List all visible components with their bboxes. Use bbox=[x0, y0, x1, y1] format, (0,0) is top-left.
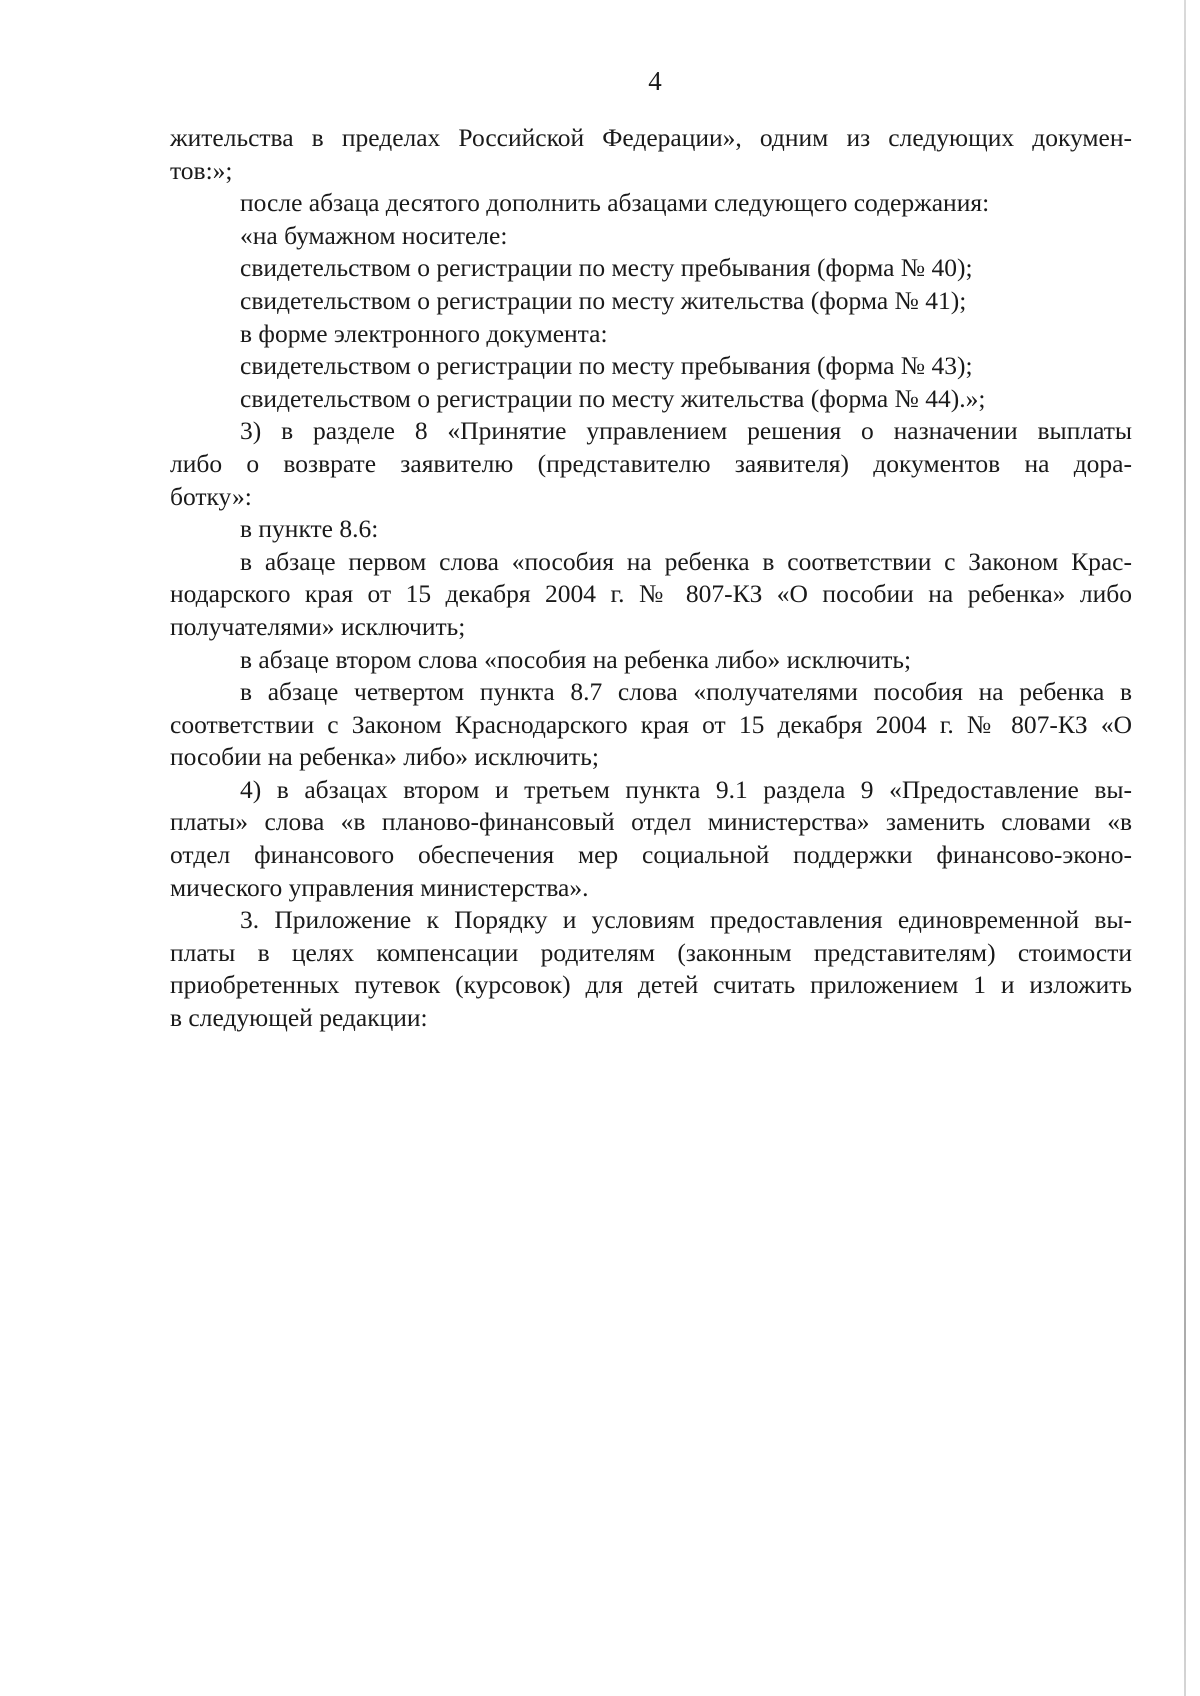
page-number: 4 bbox=[648, 66, 662, 96]
text-line: отдел финансового обеспечения мер социальной поддержки финансово-эконо- bbox=[170, 840, 1132, 870]
text-line: в следующей редакции: bbox=[170, 1003, 428, 1033]
scan-edge-shadow bbox=[1184, 0, 1186, 1696]
text-line: 3) в разделе 8 «Принятие управлением решения о назначении выплаты bbox=[240, 416, 1132, 446]
text-line: жительства в пределах Российской Федерации», одним из следующих докумен- bbox=[170, 123, 1132, 152]
text-line: в пункте 8.6: bbox=[240, 514, 379, 544]
text-line: платы в целях компенсации родителям (законным представителям) стоимости bbox=[170, 937, 1132, 967]
text-line: соответствии с Законом Краснодарского края от 15 декабря 2004 г. № 807-КЗ «О bbox=[170, 709, 1132, 739]
text-line: свидетельством о регистрации по месту пребывания (форма № 40); bbox=[240, 253, 973, 283]
text-line: ботку»: bbox=[170, 481, 252, 511]
text-line: пособии на ребенка» либо» исключить; bbox=[170, 742, 599, 772]
text-line: платы» слова «в планово-финансовый отдел министерства» заменить словами «в bbox=[170, 807, 1132, 837]
text-line: свидетельством о регистрации по месту пребывания (форма № 43); bbox=[240, 351, 973, 381]
text-line: после абзаца десятого дополнить абзацами следующего содержания: bbox=[240, 188, 990, 218]
document-body bbox=[170, 122, 1132, 1035]
text-line: свидетельством о регистрации по месту жительства (форма № 41); bbox=[240, 285, 967, 315]
text-line: либо о возврате заявителю (представителю заявителя) документов на дора- bbox=[170, 448, 1132, 478]
text-line: 4) в абзацах втором и третьем пункта 9.1 раздела 9 «Предоставление вы- bbox=[240, 774, 1132, 804]
text-line: нодарского края от 15 декабря 2004 г. № 807-КЗ «О пособии на ребенка» либо bbox=[170, 579, 1132, 609]
text-line: 3. Приложение к Порядку и условиям предоставления единовременной вы- bbox=[240, 905, 1132, 935]
text-line: мического управления министерства». bbox=[170, 872, 589, 902]
text-line: «на бумажном носителе: bbox=[240, 220, 508, 250]
text-line: в абзаце первом слова «пособия на ребенка в соответствии с Законом Крас- bbox=[240, 546, 1132, 576]
text-line: приобретенных путевок (курсовок) для детей считать приложением 1 и изложить bbox=[170, 970, 1132, 1000]
text-line: в абзаце четвертом пункта 8.7 слова «получателями пособия на ребенка в bbox=[240, 677, 1132, 707]
text-line: в форме электронного документа: bbox=[240, 318, 608, 348]
text-line: в абзаце втором слова «пособия на ребенка либо» исключить; bbox=[240, 644, 912, 674]
text-line: получателями» исключить; bbox=[170, 611, 466, 641]
text-line: тов:»; bbox=[170, 155, 233, 185]
text-line: свидетельством о регистрации по месту жительства (форма № 44).»; bbox=[240, 383, 986, 413]
